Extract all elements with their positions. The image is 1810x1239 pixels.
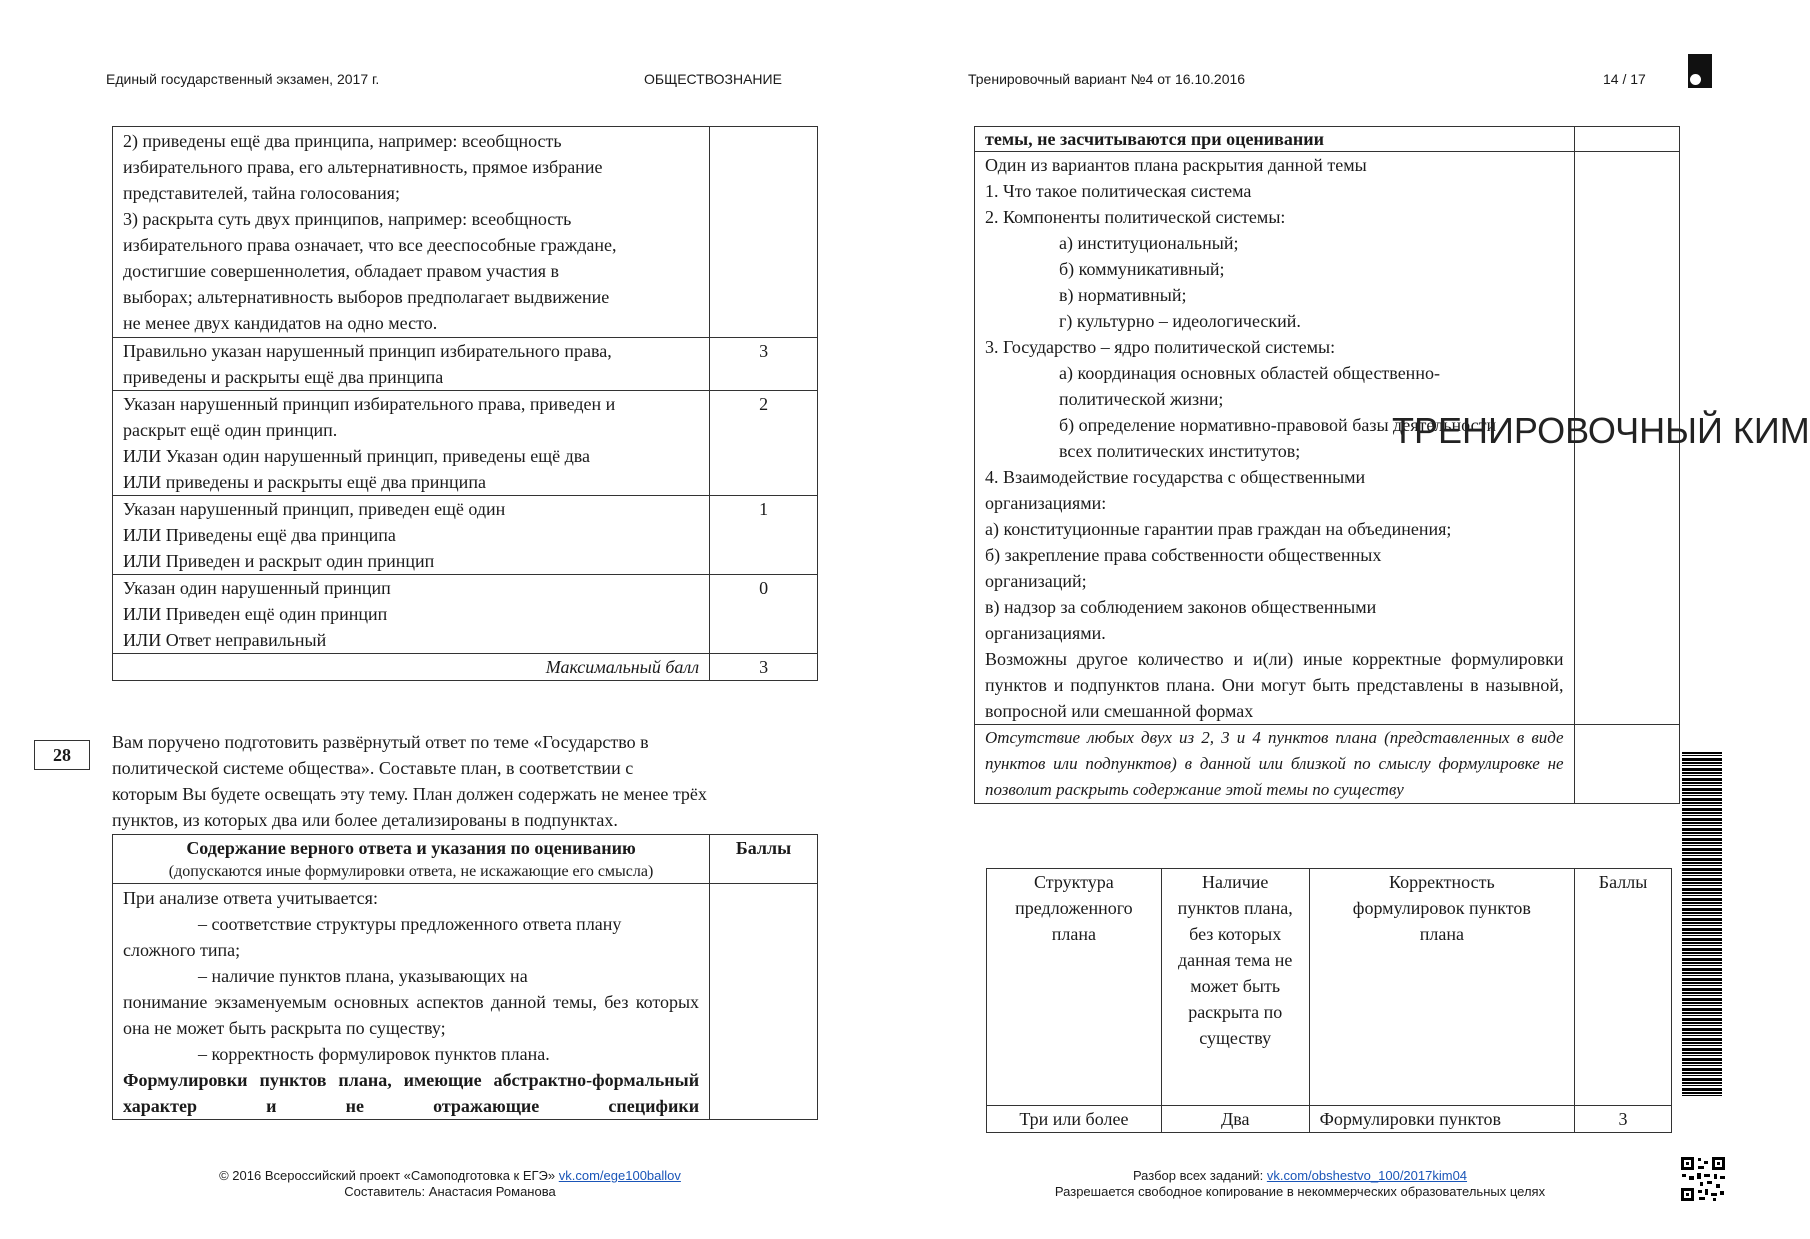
header-points: Баллы — [1575, 869, 1672, 1106]
header-variant: Тренировочный вариант №4 от 16.10.2016 — [968, 71, 1246, 87]
footer-analysis-label: Разбор всех заданий: — [1132, 1168, 1264, 1183]
continued-header: темы, не засчитываются при оценивании — [975, 127, 1575, 152]
task-28-criteria-table — [112, 834, 818, 1120]
text-line: выборах; альтернативность выборов предполагает выдвижение — [123, 287, 610, 307]
text-line: Один из вариантов плана раскрытия данной темы — [985, 155, 1367, 175]
header-presence: Наличие пунктов плана, без которых данная тема не может быть раскрыта по существу — [1161, 869, 1309, 1106]
points-cell — [1574, 127, 1679, 152]
table-row — [113, 127, 818, 338]
points-cell: 2 — [710, 391, 818, 496]
plan-subitem: а) координация основных областей общественно-политической жизни; — [1059, 363, 1440, 409]
max-score-label: Максимальный балл — [113, 654, 710, 681]
task-28-text — [112, 729, 820, 833]
max-score-row — [113, 654, 818, 681]
plan-item: 3. Государство – ядро политической системы: — [985, 337, 1336, 357]
header-page-number: 14 / 17 — [1603, 71, 1646, 87]
header-correctness: Корректность формулировок пунктов плана — [1309, 869, 1575, 1106]
text-line: избирательного права, его альтернативность, прямое избрание — [123, 157, 603, 177]
text-line: не менее двух кандидатов на одно место. — [123, 313, 438, 333]
plan-subitem: б) коммуникативный; — [1059, 259, 1225, 279]
points-cell: 0 — [710, 575, 818, 654]
text-line: б) закрепление права собственности общественных — [985, 545, 1382, 565]
text-line: 4. Взаимодействие государства с общественными — [985, 467, 1366, 487]
text-line: ИЛИ Приведены ещё два принципа — [123, 525, 396, 545]
criterion-line: – наличие пунктов плана, указывающих на — [198, 966, 528, 986]
left-criteria-table — [112, 126, 818, 681]
task-number-badge: 28 — [34, 740, 90, 770]
table-header-row — [987, 869, 1672, 1106]
header-sub: (допускаются иные формулировки ответа, не искажающие его смысла) — [168, 863, 654, 880]
barcode — [1682, 752, 1722, 1098]
text-line: ИЛИ Приведен ещё один принцип — [123, 604, 388, 624]
table-cell: Два — [1161, 1106, 1309, 1133]
table-row — [113, 884, 818, 1120]
text-line: пунктов, из которых два или более детализированы в подпунктах. — [112, 810, 618, 830]
table-row — [113, 391, 818, 496]
footer-author: Составитель: Анастасия Романова — [344, 1184, 556, 1199]
text-line: достигшие совершеннолетия, обладает правом участия в — [123, 261, 559, 281]
bold-note: Формулировки пунктов плана, имеющие абстрактно-формальный характер и не отражающие специфики — [123, 1070, 700, 1116]
plan-subitem: б) определение нормативно-правовой базы деятельности всех политических институтов; — [1059, 415, 1497, 461]
points-cell: 1 — [710, 496, 818, 575]
plan-subitem: в) нормативный; — [1059, 285, 1187, 305]
header-structure: Структура предложенного плана — [987, 869, 1162, 1106]
header-exam: Единый государственный экзамен, 2017 г. — [106, 71, 380, 87]
points-cell — [710, 884, 818, 1120]
text-line: в) надзор за соблюдением законов общественными — [985, 597, 1377, 617]
max-score-value: 3 — [710, 654, 818, 681]
header-points: Баллы — [710, 835, 818, 884]
points-cell: 3 — [710, 338, 818, 391]
footer-analysis-link[interactable]: vk.com/obshestvo_100/2017kim04 — [1266, 1168, 1468, 1183]
criterion-line: сложного типа; — [123, 940, 241, 960]
footer-license: Разрешается свободное копирование в некоммерческих образовательных целях — [1054, 1184, 1546, 1199]
table-row — [987, 1106, 1672, 1133]
text-line: ИЛИ Ответ неправильный — [123, 630, 327, 650]
plan-item: 1. Что такое политическая система — [985, 181, 1252, 201]
table-cell: 3 — [1575, 1106, 1672, 1133]
plan-item: 2. Компоненты политической системы: — [985, 207, 1286, 227]
text-line: а) конституционные гарантии прав граждан на объединения; — [985, 519, 1452, 539]
text-line: раскрыт ещё один принцип. — [123, 420, 338, 440]
text-line: 3) раскрыта суть двух принципов, например: всеобщность — [123, 209, 572, 229]
header-main: Содержание верного ответа и указания по оцениванию — [186, 838, 636, 858]
corner-marker — [1688, 54, 1712, 88]
table-row — [113, 575, 818, 654]
table-row — [113, 496, 818, 575]
plan-subitem: а) институциональный; — [1059, 233, 1239, 253]
text-line: Указан один нарушенный принцип — [123, 578, 391, 598]
header-subject: ОБЩЕСТВОЗНАНИЕ — [644, 71, 782, 87]
scoring-table — [986, 868, 1672, 1133]
footer-left — [150, 1168, 750, 1200]
criterion-line: – соответствие структуры предложенного ответа плану — [198, 914, 622, 934]
footer-project-link[interactable]: vk.com/ege100ballov — [558, 1168, 681, 1183]
criterion-line: – корректность формулировок пунктов плана. — [198, 1044, 550, 1064]
table-cell: Три или более — [987, 1106, 1162, 1133]
text-line: Вам поручено подготовить развёрнутый ответ по теме «Государство в — [112, 732, 649, 752]
text-line: которым Вы будете освещать эту тему. План должен содержать не менее трёх — [112, 784, 707, 804]
right-plan-table — [974, 126, 1680, 804]
text-line: ИЛИ приведены и раскрыты ещё два принципа — [123, 472, 486, 492]
text-line: организациями: — [985, 493, 1107, 513]
table-header-row — [113, 835, 818, 884]
points-cell — [1574, 725, 1679, 804]
criterion-line: понимание экзаменуемым основных аспектов данной темы, без которых она не может быть раскрыта по существу; — [123, 992, 700, 1038]
table-row — [113, 338, 818, 391]
qr-code-icon — [1680, 1156, 1726, 1202]
text-line: Указан нарушенный принцип избирательного права, приведен и — [123, 394, 616, 414]
table-cell: Формулировки пунктов — [1309, 1106, 1575, 1133]
footer-right — [1000, 1168, 1600, 1200]
text-line: приведены и раскрыты ещё два принципа — [123, 367, 444, 387]
text-line: представителей, тайна голосования; — [123, 183, 400, 203]
text-line: ИЛИ Указан один нарушенный принцип, приведены ещё два — [123, 446, 591, 466]
table-row — [975, 725, 1680, 804]
text-line: При анализе ответа учитывается: — [123, 888, 378, 908]
text-line: Правильно указан нарушенный принцип избирательного права, — [123, 341, 612, 361]
text-line: 2) приведены ещё два принципа, например: всеобщность — [123, 131, 562, 151]
text-line: организаций; — [985, 571, 1087, 591]
footer-copyright: © 2016 Всероссийский проект «Самоподготовка к ЕГЭ» — [219, 1168, 556, 1183]
text-line: избирательного права означает, что все дееспособные граждане, — [123, 235, 617, 255]
text-line: организациями. — [985, 623, 1106, 643]
watermark-text: ТРЕНИРОВОЧНЫЙ КИМ — [1392, 410, 1810, 451]
text-line: политической системе общества». Составьте план, в соответствии с — [112, 758, 634, 778]
plan-subitem: г) культурно – идеологический. — [1059, 311, 1301, 331]
italic-note: Отсутствие любых двух из 2, 3 и 4 пунктов плана (представленных в виде пунктов или подпунктов) в данной или близкой по смыслу формулировке не позволит раскрыть содержание этой темы по существу — [975, 725, 1575, 804]
points-cell — [710, 127, 818, 338]
text-line: ИЛИ Приведен и раскрыт один принцип — [123, 551, 435, 571]
text-line: Указан нарушенный принцип, приведен ещё один — [123, 499, 506, 519]
table-row — [975, 127, 1680, 152]
alternative-note: Возможны другое количество и и(ли) иные корректные формулировки пунктов и подпунктов плана. Они могут быть представлены в назывной, вопросной или смешанной формах — [985, 649, 1564, 721]
